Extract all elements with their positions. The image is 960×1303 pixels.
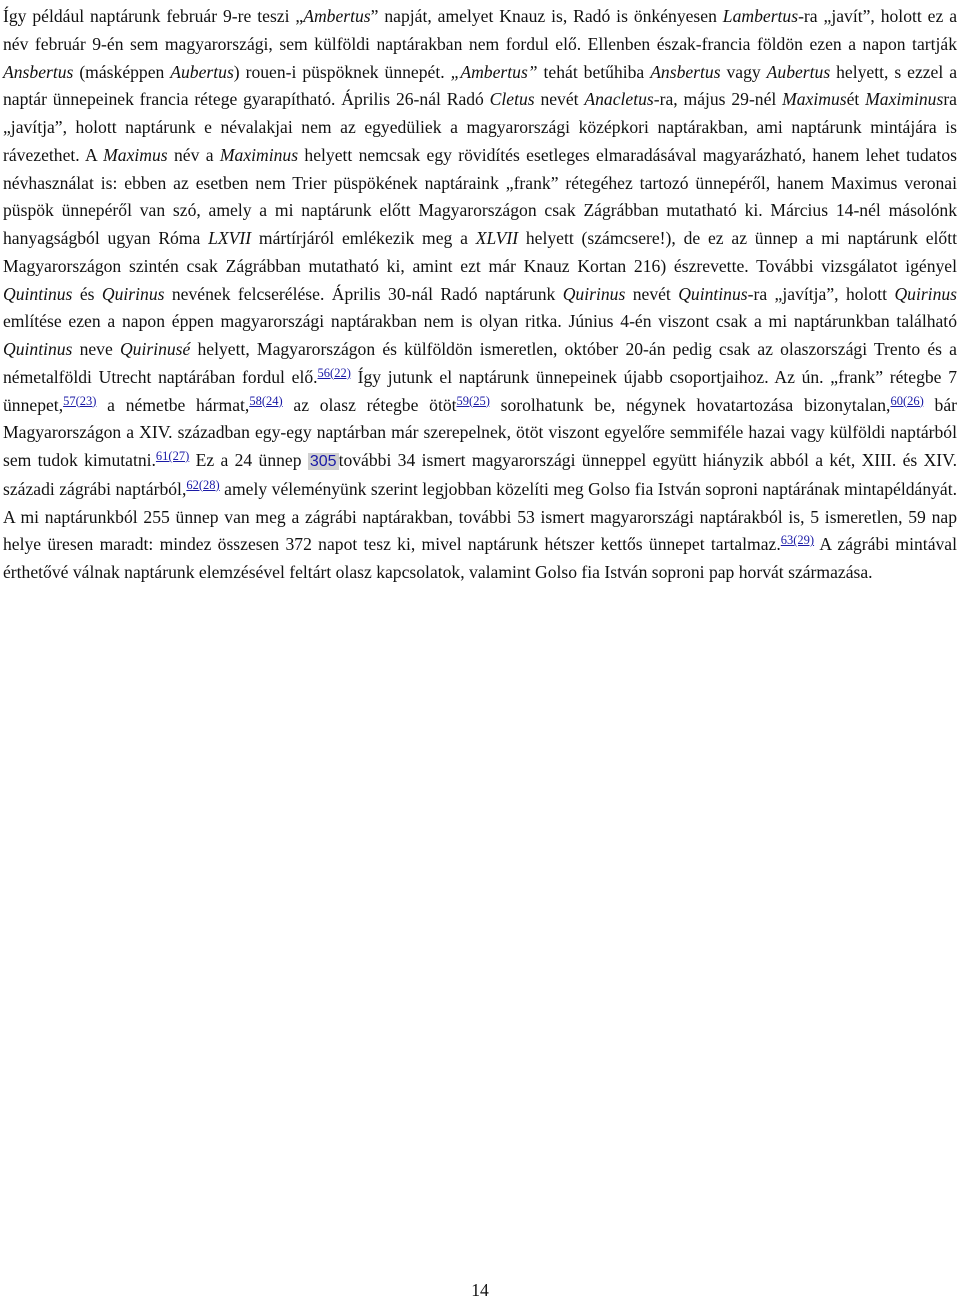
page-number: 14	[471, 1280, 489, 1300]
italic-name: Quirinus	[562, 283, 626, 304]
text-run: helyett nemcsak egy rövidítés esetleges elmaradásával magyarázható, hanem lehet tudatos névhasználat is: ebben az esetben nem Trier püspökének naptáraink „frank” rétegéhez tartozó ünnepéről, hanem Maximus veronai püspök ünnepéről van szó, amely a mi naptárunk előtt Magyarországon csak Zágrábban mutatható ki. Március 14-nél másolónk hanyagságból ugyan Róma	[3, 144, 957, 248]
text-run: neve	[72, 339, 120, 359]
italic-name: Quintinus	[3, 339, 73, 359]
italic-name: Aubertus	[766, 61, 831, 82]
footnote-ref-63	[781, 533, 814, 547]
text-run: helyett, s ezzel a naptár ünnepeinek francia rétege gyarapítható. Április 26-nál Radó	[3, 61, 958, 110]
footnote-link-56[interactable]: 56(22)	[317, 365, 351, 380]
text-run: -ra „javítja”, holott	[747, 283, 895, 304]
footnote-ref-58	[249, 394, 282, 408]
footnote-ref-61	[156, 449, 189, 463]
italic-name: Quirinus	[894, 283, 958, 304]
text-run: -ra „javít”, holott ez a név február 9-én sem magyarországi, sem külföldi naptárakban nem fordul elő. Ellenben észak-francia földön ezen a napon tartják	[3, 6, 958, 54]
text-run: nevét	[625, 283, 679, 304]
footnote-ref-59	[457, 394, 490, 408]
italic-name: Maximus	[782, 89, 847, 110]
text-run: név a	[167, 144, 220, 165]
text-run: -ra, május 29-nél	[653, 89, 783, 110]
page-marker: 305	[309, 453, 337, 470]
footnote-link-59[interactable]: 59(25)	[456, 393, 490, 408]
footnote-link-60[interactable]: 60(26)	[890, 393, 924, 408]
footnote-ref-57	[63, 394, 96, 408]
text-run: bár Magyarországon a XIV. században egy-egy naptárban már szerepelnek, ötöt viszont egyelőre semmiféle hazai vagy külföldi naptárból sem tudok kimutatni.	[3, 394, 958, 470]
footnote-link-63[interactable]: 63(29)	[780, 533, 815, 548]
text-run: a németbe hármat,	[96, 394, 250, 415]
footnote-ref-56	[318, 366, 351, 380]
text-run: említése ezen a napon éppen magyarországi naptárakban nem is olyan ritka. Június 4-én viszont csak a mi naptárunkban található	[3, 311, 957, 332]
text-run: A zágrábi mintával érthetővé válnak naptárunk elemzésével feltárt olasz kapcsolatok, valamint Golso fia István soproni pap horvát származása.	[3, 534, 957, 582]
footnote-link-62[interactable]: 62(28)	[186, 477, 220, 492]
text-run: ” napját, amelyet Knauz is, Radó is önkényesen	[370, 6, 723, 26]
italic-name: LXVII	[208, 228, 252, 248]
footnote-ref-60	[890, 394, 923, 408]
italic-name: Quintinus	[678, 283, 748, 304]
text-run: ét	[846, 89, 866, 110]
italic-name: Quirinusé	[119, 339, 191, 359]
text-run: ra „javítja”, holott naptárunk e névalakjai nem az egyedüliek a magyarországi középkori naptárakban, ami naptárunk mintájára is rávezethet. A	[3, 89, 957, 165]
italic-name: Maximinus	[219, 144, 299, 165]
italic-name: Ambertus	[303, 6, 371, 26]
text-run: és	[72, 283, 102, 304]
italic-name: Cletus	[489, 89, 535, 110]
footnote-link-57[interactable]: 57(23)	[63, 393, 97, 408]
footnote-link-61[interactable]: 61(27)	[155, 449, 190, 463]
text-run: további 34 ismert magyarországi ünneppel együtt hiányzik abból a két, XIII. és XIV. századi zágrábi naptárból,	[3, 450, 957, 499]
text-run: nevét	[534, 89, 585, 110]
italic-name: Anacletus	[584, 89, 654, 110]
text-run: mártírjáról emlékezik meg a	[251, 228, 476, 248]
text-run: tehát betűhiba	[537, 61, 651, 82]
text-run: Így például naptárunk február 9-re teszi „	[3, 6, 304, 26]
italic-name: Maximinus	[865, 89, 944, 110]
italic-name: XLVII	[475, 228, 519, 248]
text-run: helyett, Magyarországon és külföldön ismeretlen, október 20-án pedig csak az olaszországi Trento és a németalföldi Utrecht naptárában fordul elő.	[3, 339, 957, 387]
text-run: Így jutunk el naptárunk ünnepeinek újabb csoportjaihoz. Az ún. „frank” rétegbe 7 ünnepet,	[3, 366, 957, 415]
footnote-ref-62	[186, 478, 219, 492]
text-run: amely véleményünk szerint legjobban közelíti meg Golso fia István soproni naptárának mintapéldányát. A mi naptárunkból 255 ünnep van meg a zágrábi naptárakban, további 53 ismert magyarországi naptárakból is, 5 ismeretlen, 59 nap helye üresen maradt: mindez összesen 372 napot tesz ki, mivel naptárunk hétszer kettős ünnepet tartalmaz.	[3, 478, 958, 555]
italic-name: Quirinus	[101, 283, 165, 304]
text-run: az olasz rétegbe ötöt	[282, 394, 457, 415]
italic-name: Ansbertus	[3, 61, 74, 82]
italic-name: Aubertus	[170, 61, 234, 82]
text-run: sorolhatunk be, négynek hovatartozása bizonytalan,	[489, 394, 891, 415]
italic-name: „Ambertus”	[450, 61, 538, 82]
text-run: nevének felcserélése. Április 30-nál Radó naptárunk	[164, 283, 563, 304]
text-run: helyett (számcsere!), de ez az ünnep a mi naptárunk előtt Magyarországon szintén csak Zágrábban mutatható ki, amint ezt már Knauz Kortan 216) észrevette. További vizsgálatot igényel	[3, 228, 957, 276]
text-run: (másképpen	[73, 61, 171, 82]
text-run: Ez a 24 ünnep	[189, 450, 308, 470]
text-run: vagy	[720, 61, 767, 82]
italic-name: Lambertus	[722, 6, 799, 26]
italic-name: Ansbertus	[650, 61, 721, 82]
italic-name: Maximus	[103, 144, 168, 165]
italic-name: Quintinus	[3, 283, 73, 304]
footnote-link-58[interactable]: 58(24)	[249, 393, 283, 408]
body-paragraph	[3, 3, 957, 587]
text-run: ) rouen-i püspöknek ünnepét.	[233, 61, 451, 82]
